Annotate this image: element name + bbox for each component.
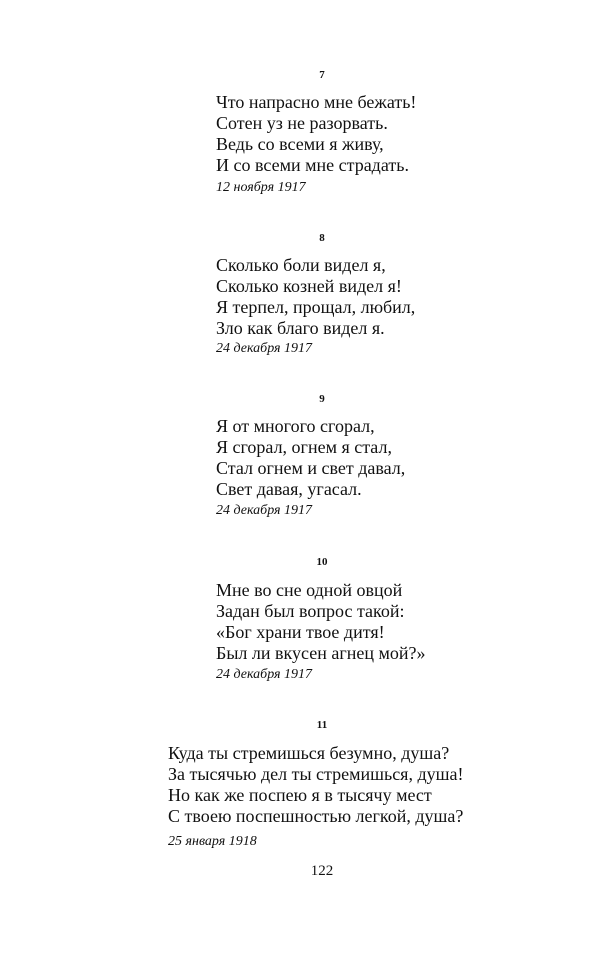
page-number: 122: [310, 863, 334, 879]
verse-line: Сколько боли видел я,: [216, 255, 386, 275]
poem-number: 7: [319, 69, 325, 81]
verse-line: «Бог храни твое дитя!: [216, 622, 385, 642]
verse-line: Сотен уз не разорвать.: [216, 113, 388, 133]
verse-line: Был ли вкусен агнец мой?»: [216, 643, 426, 663]
verse-line: Сколько козней видел я!: [216, 276, 402, 296]
poem-stanza: [216, 580, 426, 664]
verse-line: Зло как благо видел я.: [216, 318, 385, 338]
verse-line: Я терпел, прощал, любил,: [216, 297, 416, 317]
verse-line: С твоею поспешностью легкой, душа?: [168, 806, 464, 826]
verse-line: Но как же поспею я в тысячу мест: [168, 785, 432, 805]
verse-line: За тысячью дел ты стремишься, душа!: [168, 764, 464, 784]
verse-line: И со всеми мне страдать.: [216, 155, 409, 175]
verse-line: Ведь со всеми я живу,: [216, 134, 384, 154]
verse-line: Свет давая, угасал.: [216, 479, 362, 499]
poem-number: 11: [316, 719, 328, 731]
poem-date: 24 декабря 1917: [216, 667, 313, 682]
poem-number: 9: [319, 393, 325, 405]
poem-stanza: [216, 255, 415, 339]
poem-number: 10: [316, 556, 328, 568]
poem-number: 8: [319, 232, 325, 244]
verse-line: Мне во сне одной овцой: [216, 580, 403, 600]
verse-line: Я от многого сгорал,: [216, 416, 375, 436]
poem-stanza: [216, 92, 416, 176]
poem-stanza: [168, 743, 463, 827]
poem-date: 25 января 1918: [168, 834, 257, 849]
verse-line: Стал огнем и свет давал,: [216, 458, 406, 478]
verse-line: Куда ты стремишься безумно, душа?: [168, 743, 450, 763]
poem-stanza: [216, 416, 405, 500]
verse-line: Что напрасно мне бежать!: [216, 92, 417, 112]
verse-line: Я сгорал, огнем я стал,: [216, 437, 392, 457]
verse-line: Задан был вопрос такой:: [216, 601, 405, 621]
poem-date: 12 ноября 1917: [216, 180, 306, 195]
poem-date: 24 декабря 1917: [216, 503, 313, 518]
poem-date: 24 декабря 1917: [216, 341, 313, 356]
